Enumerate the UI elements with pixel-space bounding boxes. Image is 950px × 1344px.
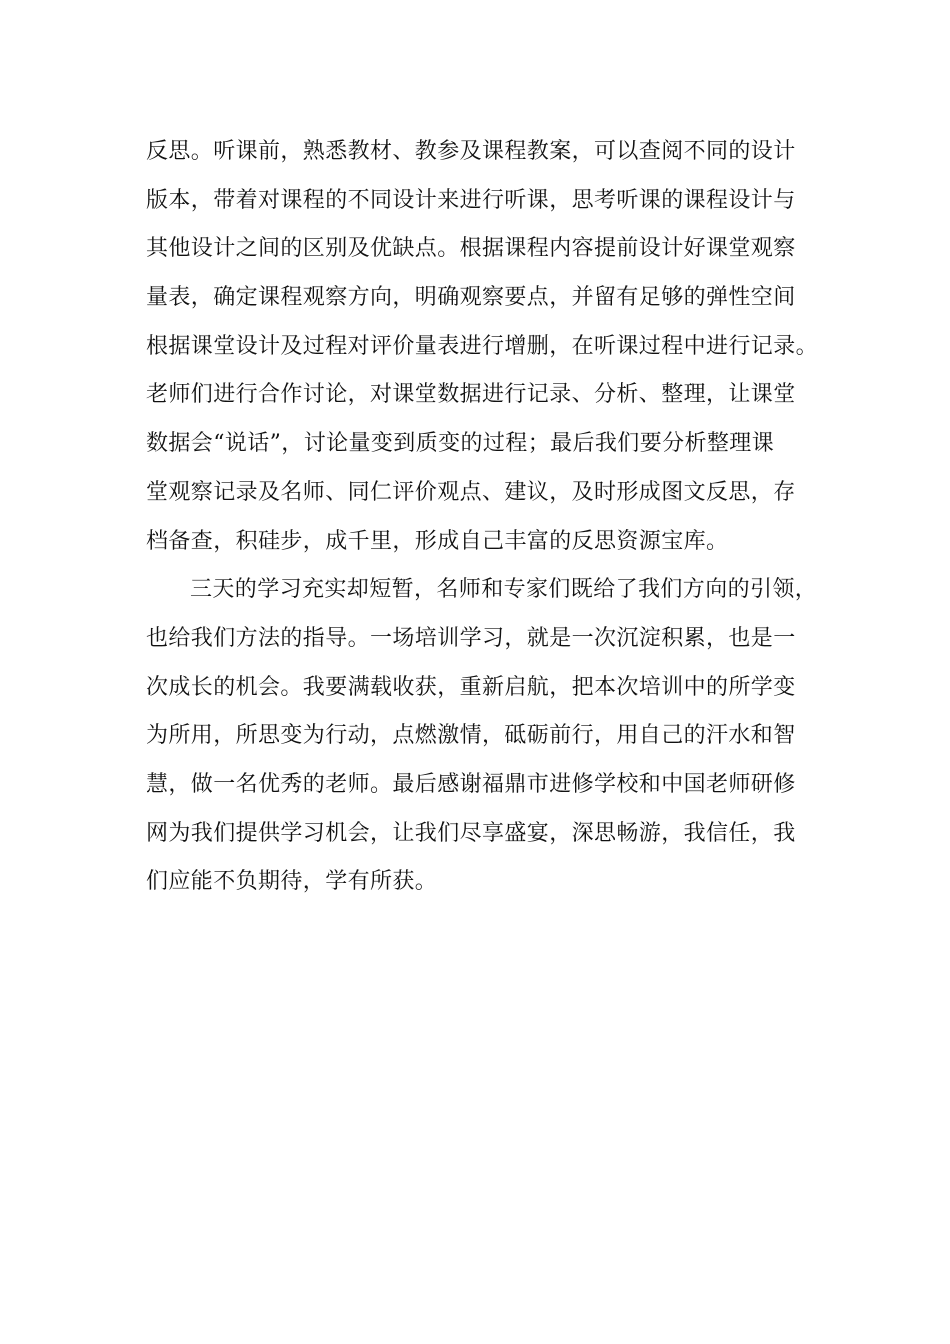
body-text [146,128,818,907]
text-line: 网为我们提供学习机会，让我们尽享盛宴，深思畅游，我信任，我 [146,820,796,846]
text-line: 次成长的机会。我要满载收获，重新启航，把本次培训中的所学变 [146,674,796,700]
paragraph-2 [146,566,818,907]
text-line: 版本，带着对课程的不同设计来进行听课，思考听课的课程设计与 [146,187,796,213]
text-line: 堂观察记录及名师、同仁评价观点、建议，及时形成图文反思，存 [146,479,796,505]
text-line: 老师们进行合作讨论，对课堂数据进行记录、分析、整理，让课堂 [146,382,796,408]
text-line: 数据会“说话”，讨论量变到质变的过程；最后我们要分析整理课 [146,431,775,457]
text-line: 档备查，积硅步，成千里，形成自己丰富的反思资源宝库。 [146,528,729,554]
text-line: 其他设计之间的区别及优缺点。根据课程内容提前设计好课堂观察 [146,236,796,262]
text-line: 们应能不负期待，学有所获。 [146,869,438,895]
text-line: 反思。听课前，熟悉教材、教参及课程教案，可以查阅不同的设计 [146,139,796,164]
text-line: 量表，确定课程观察方向，明确观察要点，并留有足够的弹性空间 [146,285,796,311]
text-line: 也给我们方法的指导。一场培训学习，就是一次沉淀积累，也是一 [146,625,796,651]
text-line: 为所用，所思变为行动，点燃激情，砥砺前行，用自己的汗水和智 [146,723,796,749]
paragraph-1 [146,128,818,566]
text-line: 慧，做一名优秀的老师。最后感谢福鼎市进修学校和中国老师研修 [146,771,796,797]
text-line: 三天的学习充实却短暂，名师和专家们既给了我们方向的引领， [190,577,818,603]
text-line: 根据课堂设计及过程对评价量表进行增删，在听课过程中进行记录。 [146,333,818,359]
